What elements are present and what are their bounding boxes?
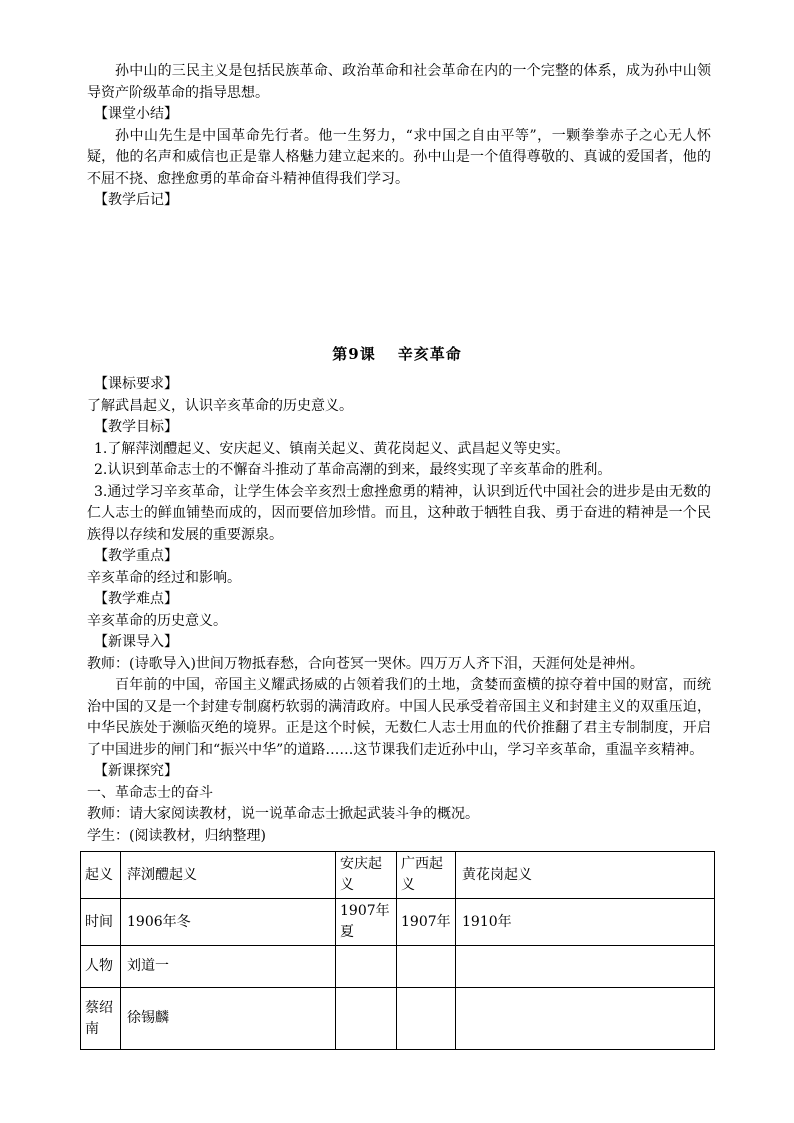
table-row [81, 852, 715, 899]
heading-teaching-focus: 【教学重点】 [94, 548, 178, 564]
table-cell: 时间 [81, 899, 121, 946]
curriculum-standard-text: 了解武昌起义，认识辛亥革命的历史意义。 [87, 397, 353, 414]
table-header-cell: 广西起义 [397, 852, 456, 899]
lesson-body [87, 374, 711, 847]
lesson-title [0, 343, 794, 364]
goal-1: 1.了解萍浏醴起义、安庆起义、镇南关起义、黄花岗起义、武昌起义等史实。 [94, 440, 570, 457]
table-cell: 1907年 [397, 899, 456, 946]
heading-new-lesson-explore: 【新课探究】 [94, 763, 178, 779]
subheading-revolutionaries: 一、革命志士的奋斗 [87, 784, 213, 801]
table-cell: 人物 [81, 946, 121, 988]
table-cell: 刘道一 [121, 946, 336, 988]
student-response: 学生：(阅读教材，归纳整理) [87, 827, 266, 844]
table-cell [397, 988, 456, 1050]
goal-2: 2.认识到革命志士的不懈奋斗推动了革命高潮的到来，最终实现了辛亥革命的胜利。 [94, 462, 612, 478]
table-header-cell: 起义 [81, 852, 121, 899]
table-row [81, 899, 715, 946]
table-row [81, 988, 715, 1050]
heading-new-lesson-intro: 【新课导入】 [94, 634, 178, 650]
table-cell: 1907年夏 [336, 899, 397, 946]
table-cell [336, 988, 397, 1050]
intro-paragraph: 百年前的中国，帝国主义耀武扬威的占领着我们的土地，贪婪而蛮横的掠夺着中国的财富，而统治中国的又是一个封建专制腐朽软弱的满清政府。中国人民承受着帝国主义和封建主义的双重压迫，中华民族处于濒临灭绝的境界。正是这个时候，无数仁人志士用血的代价推翻了君主专制制度，开启了中国进步的闸门和“振兴中华”的道路……这节课我们走近孙中山，学习辛亥革命，重温辛亥精神。 [87, 677, 711, 758]
paragraph-three-principles: 孙中山的三民主义是包括民族革命、政治革命和社会革命在内的一个完整的体系，成为孙中山领导资产阶级革命的指导思想。 [87, 63, 711, 101]
table-cell: 1906年冬 [121, 899, 336, 946]
heading-class-summary: 【课堂小结】 [94, 106, 178, 122]
paragraph-summary: 孙中山先生是中国革命先行者。他一生努力，“求中国之自由平等”，一颗拳拳赤子之心无人怀疑，他的名声和威信也正是靠人格魅力建立起来的。孙中山是一个值得尊敬的、真诚的爱国者，他的不屈不挠、愈挫愈勇的革命奋斗精神值得我们学习。 [87, 127, 711, 187]
table-header-cell: 萍浏醴起义 [121, 852, 336, 899]
teaching-focus-text: 辛亥革命的经过和影响。 [87, 569, 241, 586]
heading-teaching-postscript: 【教学后记】 [94, 192, 178, 208]
table-row [81, 946, 715, 988]
table-header-cell: 黄花岗起义 [456, 852, 715, 899]
table-cell: 1910年 [456, 899, 715, 946]
top-section [87, 61, 711, 212]
table-cell [456, 988, 715, 1050]
lesson-number: 第9课 [332, 345, 376, 363]
table-cell [397, 946, 456, 988]
teacher-prompt: 教师：请大家阅读教材，说一说革命志士掀起武装斗争的概况。 [87, 806, 479, 822]
intro-poem: 教师：(诗歌导入)世间万物抵春愁，合向苍冥一哭休。四万万人齐下泪，天涯何处是神州。 [87, 655, 644, 672]
heading-teaching-goals: 【教学目标】 [94, 419, 178, 435]
uprisings-table [80, 851, 715, 1050]
goal-3: 3.通过学习辛亥革命，让学生体会辛亥烈士愈挫愈勇的精神，认识到近代中国社会的进步是由无数的仁人志士的鲜血铺垫而成的，因而要倍加珍惜。而且，这种敢于牺牲自我、勇于奋进的精神是一个民族得以存续和发展的重要源泉。 [87, 483, 711, 543]
table-cell [456, 946, 715, 988]
heading-teaching-difficulty: 【教学难点】 [94, 591, 178, 607]
lesson-name: 辛亥革命 [397, 345, 462, 363]
table-cell: 蔡绍南 [81, 988, 121, 1050]
table-header-cell: 安庆起义 [336, 852, 397, 899]
teaching-difficulty-text: 辛亥革命的历史意义。 [87, 612, 227, 629]
table-cell: 徐锡麟 [121, 988, 336, 1050]
table-cell [336, 946, 397, 988]
heading-curriculum-standard: 【课标要求】 [94, 376, 178, 392]
